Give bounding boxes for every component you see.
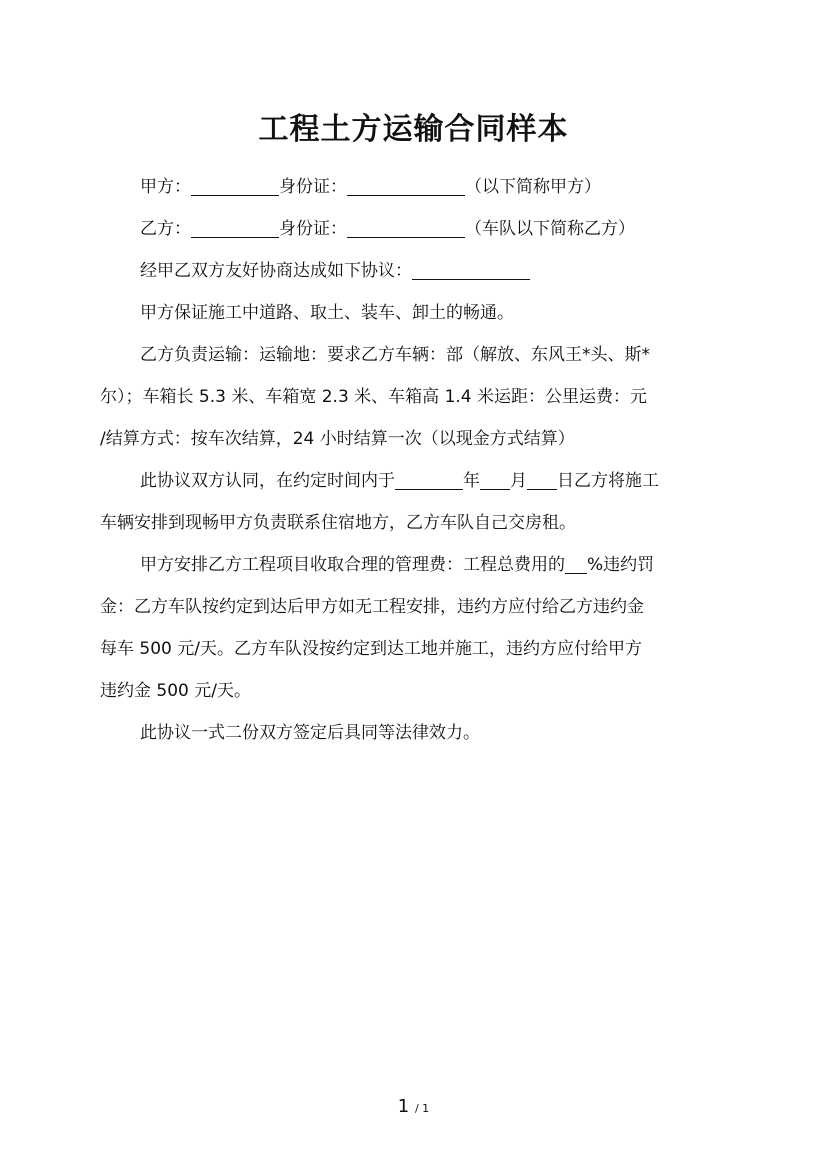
clause-fee-line4: 违约金 500 元/天。 bbox=[100, 681, 251, 701]
clause-schedule-line1: 此协议双方认同，在约定时间内于 年 月 日乙方将施工 bbox=[140, 471, 659, 491]
year-blank[interactable] bbox=[395, 469, 463, 490]
party-a-id-blank[interactable] bbox=[347, 175, 465, 196]
fee-percent-blank[interactable] bbox=[565, 553, 587, 574]
clause-fee-line2: 金：乙方车队按约定到达后甲方如无工程安排，违约方应付给乙方违约金 bbox=[100, 597, 644, 617]
document-title: 工程土方运输合同样本 bbox=[258, 112, 569, 147]
party-a-name-blank[interactable] bbox=[191, 175, 279, 196]
agreement-blank[interactable] bbox=[412, 259, 530, 280]
clause-fee-line3: 每车 500 元/天。乙方车队没按约定到达工地并施工，违约方应付给甲方 bbox=[100, 639, 642, 659]
clause-schedule-line2: 车辆安排到现畅甲方负责联系住宿地方，乙方车队自己交房租。 bbox=[100, 513, 576, 533]
agreement-intro: 经甲乙双方友好协商达成如下协议： bbox=[100, 250, 770, 292]
clause-transport-line1: 乙方负责运输：运输地：要求乙方车辆：部（解放、东风王*头、斯* bbox=[140, 345, 650, 365]
page-number: 1 / 1 bbox=[397, 1096, 430, 1117]
party-b-name-blank[interactable] bbox=[191, 217, 279, 238]
party-b-id-blank[interactable] bbox=[347, 217, 465, 238]
clause-transport-line3: /结算方式：按车次结算，24 小时结算一次（以现金方式结算） bbox=[100, 429, 575, 449]
clause-transport-line2: 尔）；车箱长 5.3 米、车箱宽 2.3 米、车箱高 1.4 米运距：公里运费：元 bbox=[100, 387, 648, 407]
month-blank[interactable] bbox=[480, 469, 510, 490]
clause-fee-line1: 甲方安排乙方工程项目收取合理的管理费：工程总费用的 %违约罚 bbox=[140, 555, 655, 575]
day-blank[interactable] bbox=[527, 469, 557, 490]
party-b-line: 乙方： 身份证： （车队以下简称乙方） bbox=[140, 219, 635, 239]
clause-validity: 此协议一式二份双方签定后具同等法律效力。 bbox=[140, 723, 480, 743]
party-a-line: 甲方： 身份证： （以下简称甲方） bbox=[140, 177, 601, 197]
clause-road-access: 甲方保证施工中道路、取土、装车、卸土的畅通。 bbox=[140, 303, 514, 323]
